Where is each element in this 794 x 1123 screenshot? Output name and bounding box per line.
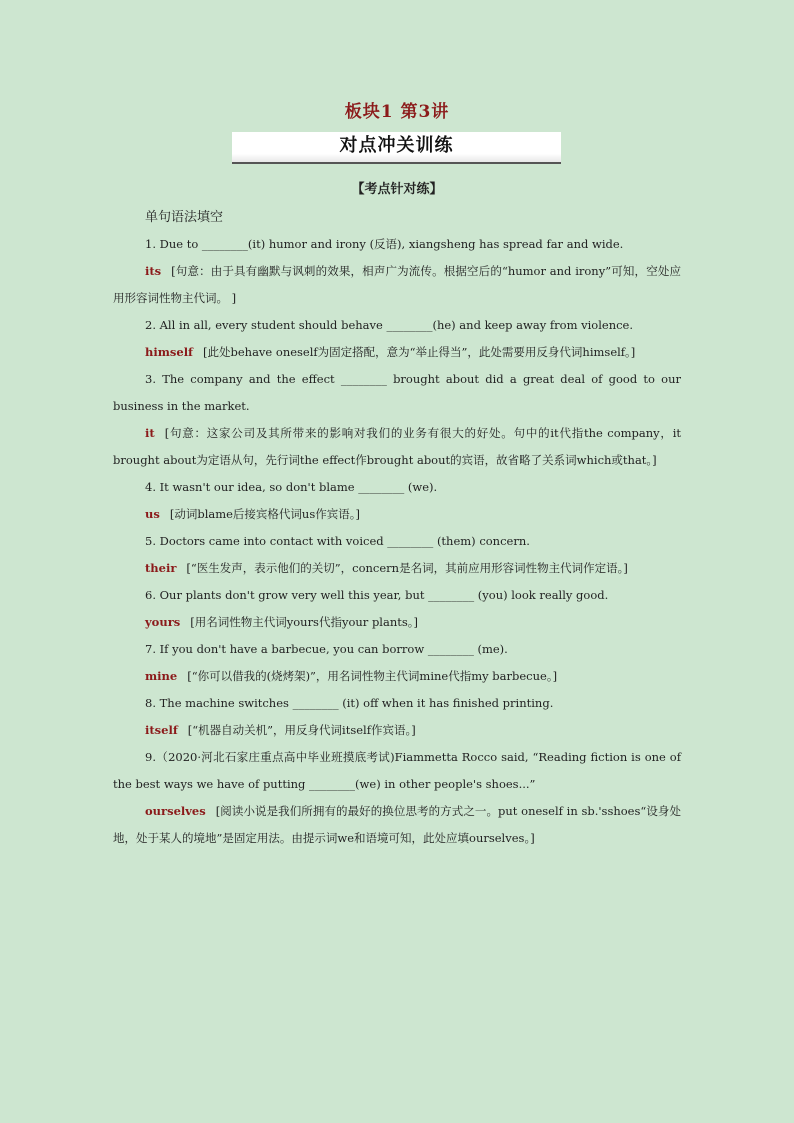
banner-title: 对点冲关训练 [339, 135, 454, 156]
title-banner [232, 132, 561, 164]
answer-word: it [145, 426, 155, 440]
question-8: 8. The machine switches ________ (it) off when it has finished printing. [145, 696, 554, 710]
explanation: [动词blame后接宾格代词us作宾语。] [169, 507, 360, 521]
question-2: 2. All in all, every student should behave ________(he) and keep away from violence. [145, 318, 634, 332]
question-5: 5. Doctors came into contact with voiced ________ (them) concern. [145, 534, 530, 548]
answer-word: its [145, 264, 162, 278]
explanation: [“机器自动关机”，用反身代词itself作宾语。] [187, 723, 416, 737]
explanation: [句意：由于具有幽默与讽刺的效果，相声广为流传。根据空后的“humor and irony”可知，空处应用形容词性物主代词。 ] [113, 264, 681, 305]
answer-5 [113, 555, 681, 582]
question-7: 7. If you don't have a barbecue, you can borrow ________ (me). [145, 642, 508, 656]
answer-word: their [145, 561, 177, 575]
question-9: 9.（2020·河北石家庄重点高中毕业班摸底考试)Fiammetta Rocco said, “Reading fiction is one of the best ways we have of putting ________(we) in other people's shoes...” [113, 750, 681, 791]
explanation: [“医生发声，表示他们的关切”，concern是名词，其前应用形容词性物主代词作定语。] [186, 561, 628, 575]
explanation: [用名词性物主代词yours代指your plants。] [190, 615, 419, 629]
section-title: 单句语法填空 [145, 210, 224, 225]
explanation: [“你可以借我的(烧烤架)”，用名词性物主代词mine代指my barbecue。] [187, 669, 558, 683]
question-4: 4. It wasn't our idea, so don't blame ________ (we). [145, 480, 438, 494]
answer-2 [113, 339, 681, 366]
question-6: 6. Our plants don't grow very well this year, but ________ (you) look really good. [145, 588, 609, 602]
answer-word: mine [145, 669, 178, 683]
section-tag: 【考点针对练】 [351, 182, 443, 197]
answer-6 [113, 609, 681, 636]
question-1: 1. Due to ________(it) humor and irony (反语), xiangsheng has spread far and wide. [145, 237, 624, 251]
answer-7 [113, 663, 681, 690]
lesson-title: 板块1 第3讲 [344, 102, 450, 122]
answer-word: himself [145, 345, 194, 359]
exercise-content [113, 204, 681, 852]
answer-4 [113, 501, 681, 528]
question-3: 3. The company and the effect ________ brought about did a great deal of good to our business in the market. [113, 372, 681, 413]
answer-word: us [145, 507, 160, 521]
answer-word: itself [145, 723, 178, 737]
explanation: [阅读小说是我们所拥有的最好的换位思考的方式之一。put oneself in sb.'sshoes“设身处地，处于某人的境地”是固定用法。由提示词we和语境可知，此处应填ourselves。] [113, 804, 681, 845]
explanation: [句意：这家公司及其所带来的影响对我们的业务有很大的好处。句中的it代指the company，it brought about为定语从句，先行词the effect作brought about的宾语，故省略了关系词which或that。] [113, 426, 681, 467]
answer-3 [113, 420, 681, 474]
answer-1 [113, 258, 681, 312]
answer-word: yours [145, 615, 181, 629]
answer-word: ourselves [145, 804, 206, 818]
answer-9 [113, 798, 681, 852]
explanation: [此处behave oneself为固定搭配，意为“举止得当”，此处需要用反身代词himself。] [203, 345, 636, 359]
answer-8 [113, 717, 681, 744]
